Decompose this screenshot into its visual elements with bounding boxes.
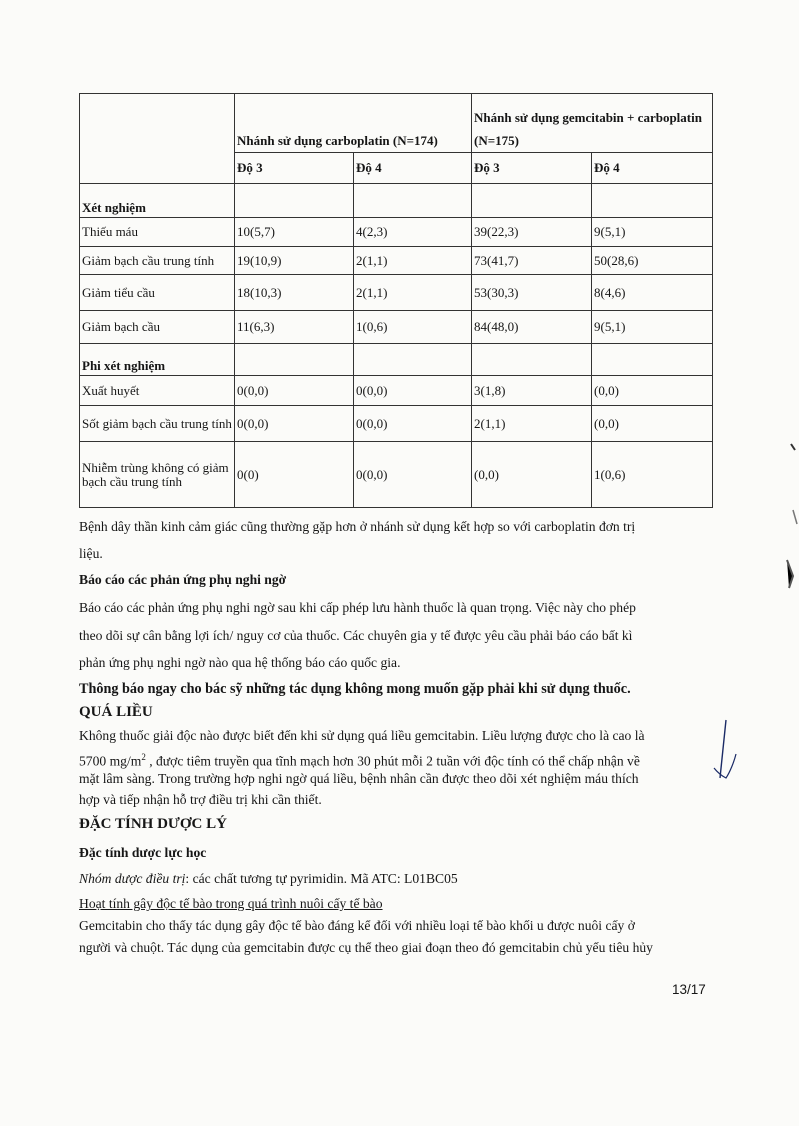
- header-arm2-grade3: Độ 3: [472, 153, 592, 184]
- cell-value: 19(10,9): [235, 247, 354, 275]
- cell-value: (0,0): [592, 376, 713, 406]
- report-heading: Báo cáo các phản ứng phụ nghi ngờ: [79, 572, 287, 587]
- cytotoxic-paragraph-line1: Gemcitabin cho thấy tác dụng gây độc tế bào đáng kể đối với nhiều loại tế bào khối u được nuôi cấy ở: [79, 918, 635, 933]
- section-title: Xét nghiệm: [80, 184, 235, 218]
- adverse-events-table: [79, 93, 713, 508]
- row-label: Nhiễm trùng không có giảm bạch cầu trung tính: [80, 442, 235, 508]
- header-arm2-grade4: Độ 4: [592, 153, 713, 184]
- dose-text: , được tiêm truyền qua tĩnh mạch hơn 30 phút mỗi 2 tuần với độc tính có thể chấp nhận về: [145, 753, 640, 769]
- pharmacology-heading: ĐẶC TÍNH DƯỢC LÝ: [79, 816, 227, 832]
- cell-value: 0(0,0): [354, 376, 472, 406]
- report-paragraph-line1: Báo cáo các phản ứng phụ nghi ngờ sau khi cấp phép lưu hành thuốc là quan trọng. Việc này cho phép: [79, 600, 636, 615]
- row-label: Sốt giảm bạch cầu trung tính: [80, 406, 235, 442]
- header-arm-gemcitabin-carboplatin: Nhánh sử dụng gemcitabin + carboplatin (N=175): [472, 94, 713, 153]
- header-arm-carboplatin: Nhánh sử dụng carboplatin (N=174): [235, 94, 472, 153]
- pharmacodynamics-heading: Đặc tính dược lực học: [79, 845, 207, 860]
- therapeutic-group-value: : các chất tương tự pyrimidin. Mã ATC: L01BC05: [185, 871, 458, 886]
- cell-value: 8(4,6): [592, 275, 713, 311]
- therapeutic-group-line: [79, 870, 712, 887]
- table-row: [80, 442, 713, 508]
- report-paragraph-line3: phản ứng phụ nghi ngờ nào qua hệ thống báo cáo quốc gia.: [79, 655, 401, 670]
- overdose-paragraph-line2: [79, 749, 712, 770]
- cytotoxic-paragraph-line2: người và chuột. Tác dụng của gemcitabin được cụ thể theo giai đoạn theo đó gemcitabin chủ yếu tiêu hủy: [79, 940, 653, 955]
- cell-value: 1(0,6): [354, 311, 472, 344]
- cell-value: (0,0): [472, 442, 592, 508]
- cell-value: 73(41,7): [472, 247, 592, 275]
- cell-value: 9(5,1): [592, 311, 713, 344]
- dose-unit-superscript: 2: [141, 752, 146, 762]
- cell-value: 0(0): [235, 442, 354, 508]
- row-label: Xuất huyết: [80, 376, 235, 406]
- table-header-row: [80, 94, 713, 153]
- cell-value: 84(48,0): [472, 311, 592, 344]
- overdose-paragraph-line3: mặt lâm sàng. Trong trường hợp nghi ngờ quá liều, bệnh nhân cần được theo dõi xét nghiệm máu thích: [79, 771, 639, 786]
- section-row: [80, 184, 713, 218]
- table-row: [80, 406, 713, 442]
- overdose-paragraph-line4: hợp và tiếp nhận hỗ trợ điều trị khi cần thiết.: [79, 792, 322, 807]
- row-label: Giảm bạch cầu: [80, 311, 235, 344]
- cell-value: 53(30,3): [472, 275, 592, 311]
- table-row: [80, 311, 713, 344]
- table-row: [80, 376, 713, 406]
- row-label: Giảm bạch cầu trung tính: [80, 247, 235, 275]
- page-number: 13/17: [672, 982, 706, 997]
- section-row: [80, 344, 713, 376]
- table-row: [80, 275, 713, 311]
- cell-value: 9(5,1): [592, 218, 713, 247]
- cell-value: 39(22,3): [472, 218, 592, 247]
- table-row: [80, 247, 713, 275]
- handwritten-pen-mark: [712, 718, 744, 788]
- overdose-heading: QUÁ LIỀU: [79, 704, 153, 720]
- header-arm1-grade3: Độ 3: [235, 153, 354, 184]
- report-paragraph-line2: theo dõi sự cân bằng lợi ích/ nguy cơ của thuốc. Các chuyên gia y tế được yêu cầu phải báo cáo bất kì: [79, 628, 633, 643]
- therapeutic-group-label: Nhóm dược điều trị: [79, 871, 186, 886]
- row-label: Giảm tiểu cầu: [80, 275, 235, 311]
- cell-value: 4(2,3): [354, 218, 472, 247]
- header-arm1-grade4: Độ 4: [354, 153, 472, 184]
- cell-value: 2(1,1): [354, 275, 472, 311]
- row-label: Thiếu máu: [80, 218, 235, 247]
- table-row: [80, 218, 713, 247]
- notice-text: Thông báo ngay cho bác sỹ những tác dụng không mong muốn gặp phải khi sử dụng thuốc.: [79, 681, 631, 697]
- empty-corner-cell: [80, 94, 235, 184]
- cell-value: 2(1,1): [472, 406, 592, 442]
- scan-edge-smudge: [783, 440, 799, 600]
- cell-value: 1(0,6): [592, 442, 713, 508]
- overdose-paragraph-line1: Không thuốc giải độc nào được biết đến khi sử dụng quá liều gemcitabin. Liều lượng được cho là cao là: [79, 728, 645, 743]
- cell-value: 50(28,6): [592, 247, 713, 275]
- cell-value: (0,0): [592, 406, 713, 442]
- neuropathy-paragraph-line1: Bệnh dây thần kinh cảm giác cũng thường gặp hơn ở nhánh sử dụng kết hợp so với carboplatin đơn trị: [79, 519, 636, 534]
- cell-value: 18(10,3): [235, 275, 354, 311]
- cell-value: 11(6,3): [235, 311, 354, 344]
- cell-value: 0(0,0): [354, 406, 472, 442]
- cytotoxic-heading: Hoạt tính gây độc tế bào trong quá trình nuôi cấy tế bào: [79, 896, 383, 911]
- neuropathy-paragraph-line2: liệu.: [79, 546, 103, 561]
- cell-value: 3(1,8): [472, 376, 592, 406]
- cell-value: 0(0,0): [354, 442, 472, 508]
- cell-value: 0(0,0): [235, 406, 354, 442]
- section-title: Phi xét nghiệm: [80, 344, 235, 376]
- cell-value: 0(0,0): [235, 376, 354, 406]
- cell-value: 10(5,7): [235, 218, 354, 247]
- dose-value: 5700 mg/m: [79, 753, 142, 769]
- cell-value: 2(1,1): [354, 247, 472, 275]
